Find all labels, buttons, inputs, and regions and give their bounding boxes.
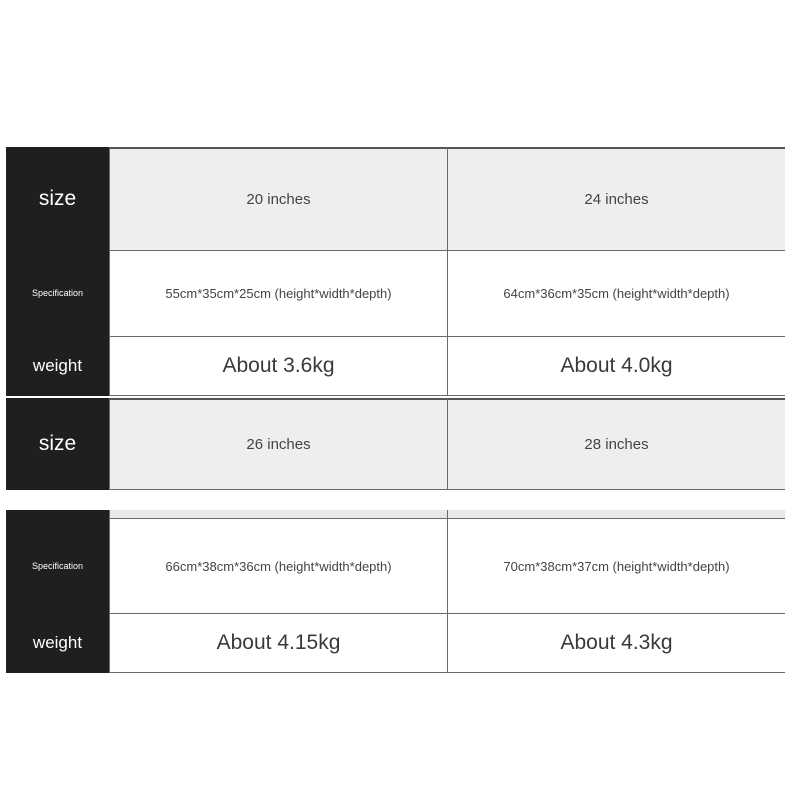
spec-table-top [6, 147, 785, 396]
size-value: 20 inches [246, 191, 311, 208]
weight-row [6, 336, 785, 396]
strip-cell [109, 510, 447, 518]
spec-table-middle [6, 398, 785, 490]
weight-cell [109, 336, 447, 396]
strip-label [6, 510, 109, 518]
weight-cell [447, 613, 785, 673]
size-cell [447, 147, 785, 250]
specification-value: 70cm*38cm*37cm (height*width*depth) [503, 558, 730, 574]
specification-row [6, 250, 785, 336]
specification-value: 55cm*35cm*25cm (height*width*depth) [165, 286, 392, 301]
specification-cell [447, 518, 785, 613]
size-cell [109, 147, 447, 250]
size-value: 26 inches [246, 436, 311, 453]
size-label: size [6, 147, 109, 250]
specification-row [6, 518, 785, 613]
size-label: size [6, 398, 109, 490]
specification-value: 66cm*38cm*36cm (height*width*depth) [165, 558, 392, 574]
weight-value: About 4.3kg [560, 631, 673, 654]
size-row [6, 147, 785, 250]
weight-label: weight [6, 613, 109, 673]
size-row [6, 398, 785, 490]
specification-label: Specification [6, 250, 109, 336]
specification-cell [447, 250, 785, 336]
strip-cell [447, 510, 785, 518]
spec-table-bottom [6, 510, 785, 673]
specification-value: 64cm*36cm*35cm (height*width*depth) [503, 286, 730, 301]
size-value: 28 inches [584, 436, 649, 453]
table-strip [6, 510, 785, 518]
size-cell [447, 398, 785, 490]
weight-cell [109, 613, 447, 673]
weight-label: weight [6, 336, 109, 396]
weight-row [6, 613, 785, 673]
weight-value: About 4.15kg [216, 631, 341, 654]
weight-cell [447, 336, 785, 396]
size-value: 24 inches [584, 191, 649, 208]
weight-value: About 4.0kg [560, 354, 673, 377]
weight-value: About 3.6kg [222, 354, 335, 377]
specification-label: Specification [6, 518, 109, 613]
specification-cell [109, 250, 447, 336]
size-cell [109, 398, 447, 490]
specification-cell [109, 518, 447, 613]
